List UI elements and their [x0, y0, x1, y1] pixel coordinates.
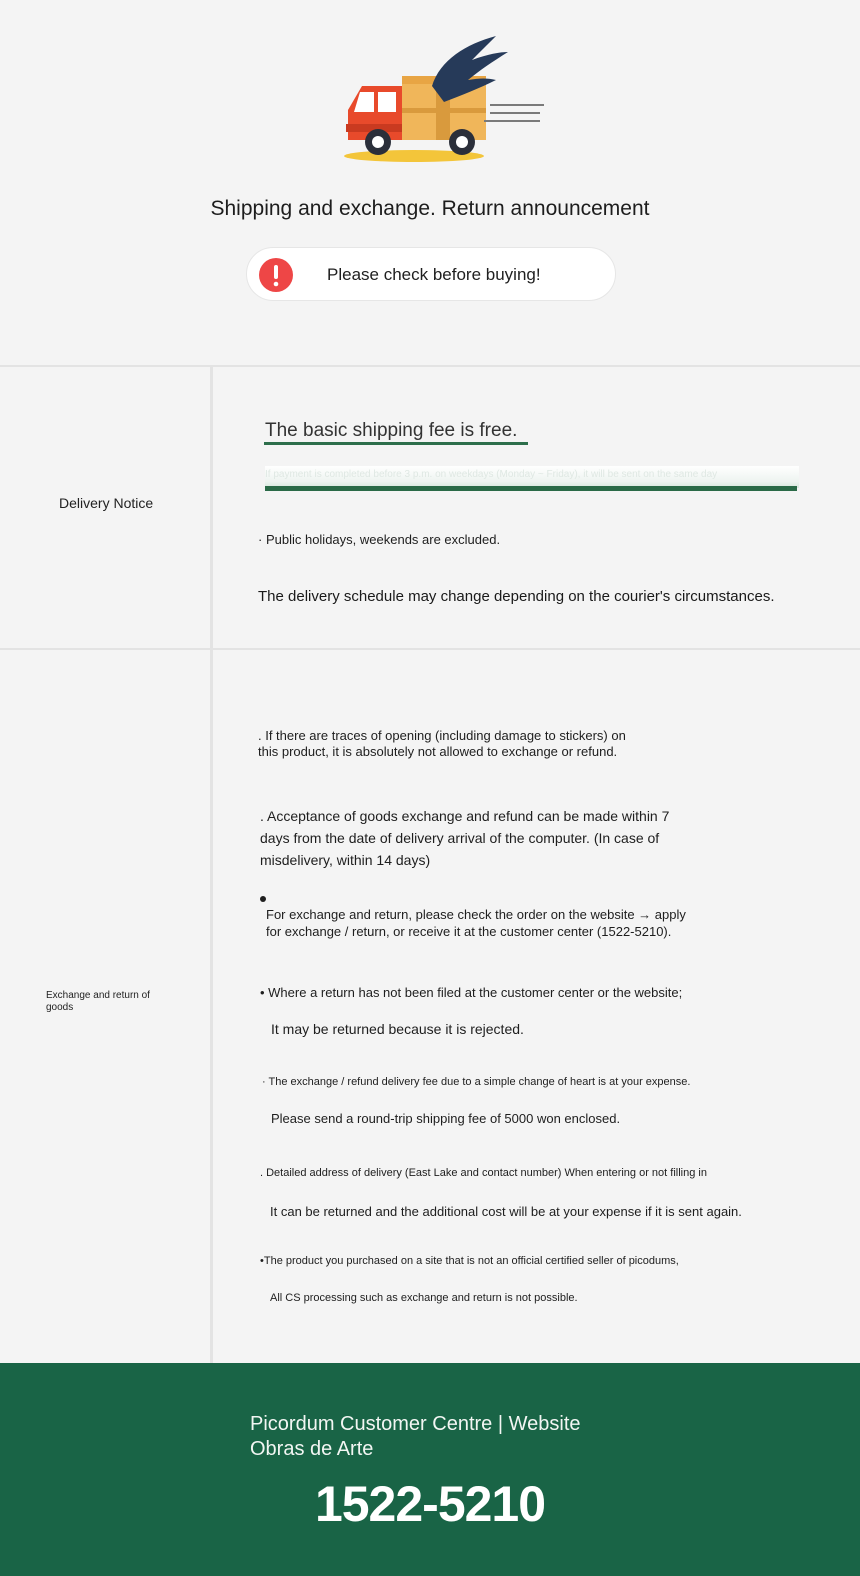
- exchange-return-label: [46, 990, 166, 1014]
- table-divider-top: [0, 365, 860, 367]
- table-divider-middle: [0, 648, 860, 650]
- free-shipping-underline: [264, 442, 528, 445]
- delivery-notice-label: Delivery Notice: [59, 495, 154, 511]
- footer-title: Picordum Customer Centre | Website: [250, 1413, 581, 1435]
- list-item: for exchange / return, or receive it at the customer center (1522-5210).: [266, 924, 672, 939]
- list-item: •The product you purchased on a site that is not an official certified seller of picodums,: [260, 1255, 679, 1267]
- bullet-icon: [260, 896, 266, 902]
- free-shipping-text: The basic shipping fee is free.: [265, 420, 518, 441]
- list-item: . Detailed address of delivery (East Lake and contact number) When entering or not filling in: [260, 1167, 707, 1179]
- list-item: It may be returned because it is rejected.: [271, 1021, 524, 1037]
- exchange-return-label-line: goods: [46, 1002, 74, 1013]
- same-day-shipping-bar: [265, 486, 797, 491]
- page-title: Shipping and exchange. Return announcement: [210, 197, 650, 220]
- list-item: · The exchange / refund delivery fee due to a simple change of heart is at your expense.: [262, 1076, 691, 1088]
- list-item: . Acceptance of goods exchange and refund can be made within 7: [260, 808, 670, 824]
- list-item: . If there are traces of opening (including damage to stickers) on: [258, 728, 626, 743]
- list-item: days from the date of delivery arrival of the computer. (In case of: [260, 830, 660, 846]
- footer-subtitle: Obras de Arte: [250, 1438, 374, 1460]
- footer-phone-number: 1522-5210: [314, 1476, 546, 1532]
- list-item: Please send a round-trip shipping fee of 5000 won enclosed.: [271, 1111, 621, 1126]
- exchange-return-label-line: Exchange and return of: [46, 990, 150, 1001]
- list-item: misdelivery, within 14 days): [260, 852, 431, 868]
- list-item: For exchange and return, please check the order on the website → apply: [266, 907, 686, 922]
- delivery-truck-winged-icon: [340, 30, 550, 170]
- table-column-divider: [210, 365, 213, 1363]
- customer-centre-footer: [0, 1363, 860, 1576]
- holidays-note: · Public holidays, weekends are excluded.: [258, 532, 501, 547]
- list-item: All CS processing such as exchange and return is not possible.: [270, 1292, 578, 1304]
- schedule-note: The delivery schedule may change depending on the courier's circumstances.: [258, 588, 775, 605]
- list-item: this product, it is absolutely not allowed to exchange or refund.: [258, 744, 618, 759]
- same-day-shipping-text: If payment is completed before 3 p.m. on weekdays (Monday ~ Friday), it will be sent on the same day: [265, 466, 799, 488]
- list-item: It can be returned and the additional cost will be at your expense if it is sent again.: [270, 1204, 742, 1219]
- notice-text: Please check before buying!: [327, 265, 541, 284]
- list-item: • Where a return has not been filed at the customer center or the website;: [260, 985, 683, 1000]
- exclamation-circle-icon: [259, 258, 293, 292]
- notice-pill: [246, 247, 616, 301]
